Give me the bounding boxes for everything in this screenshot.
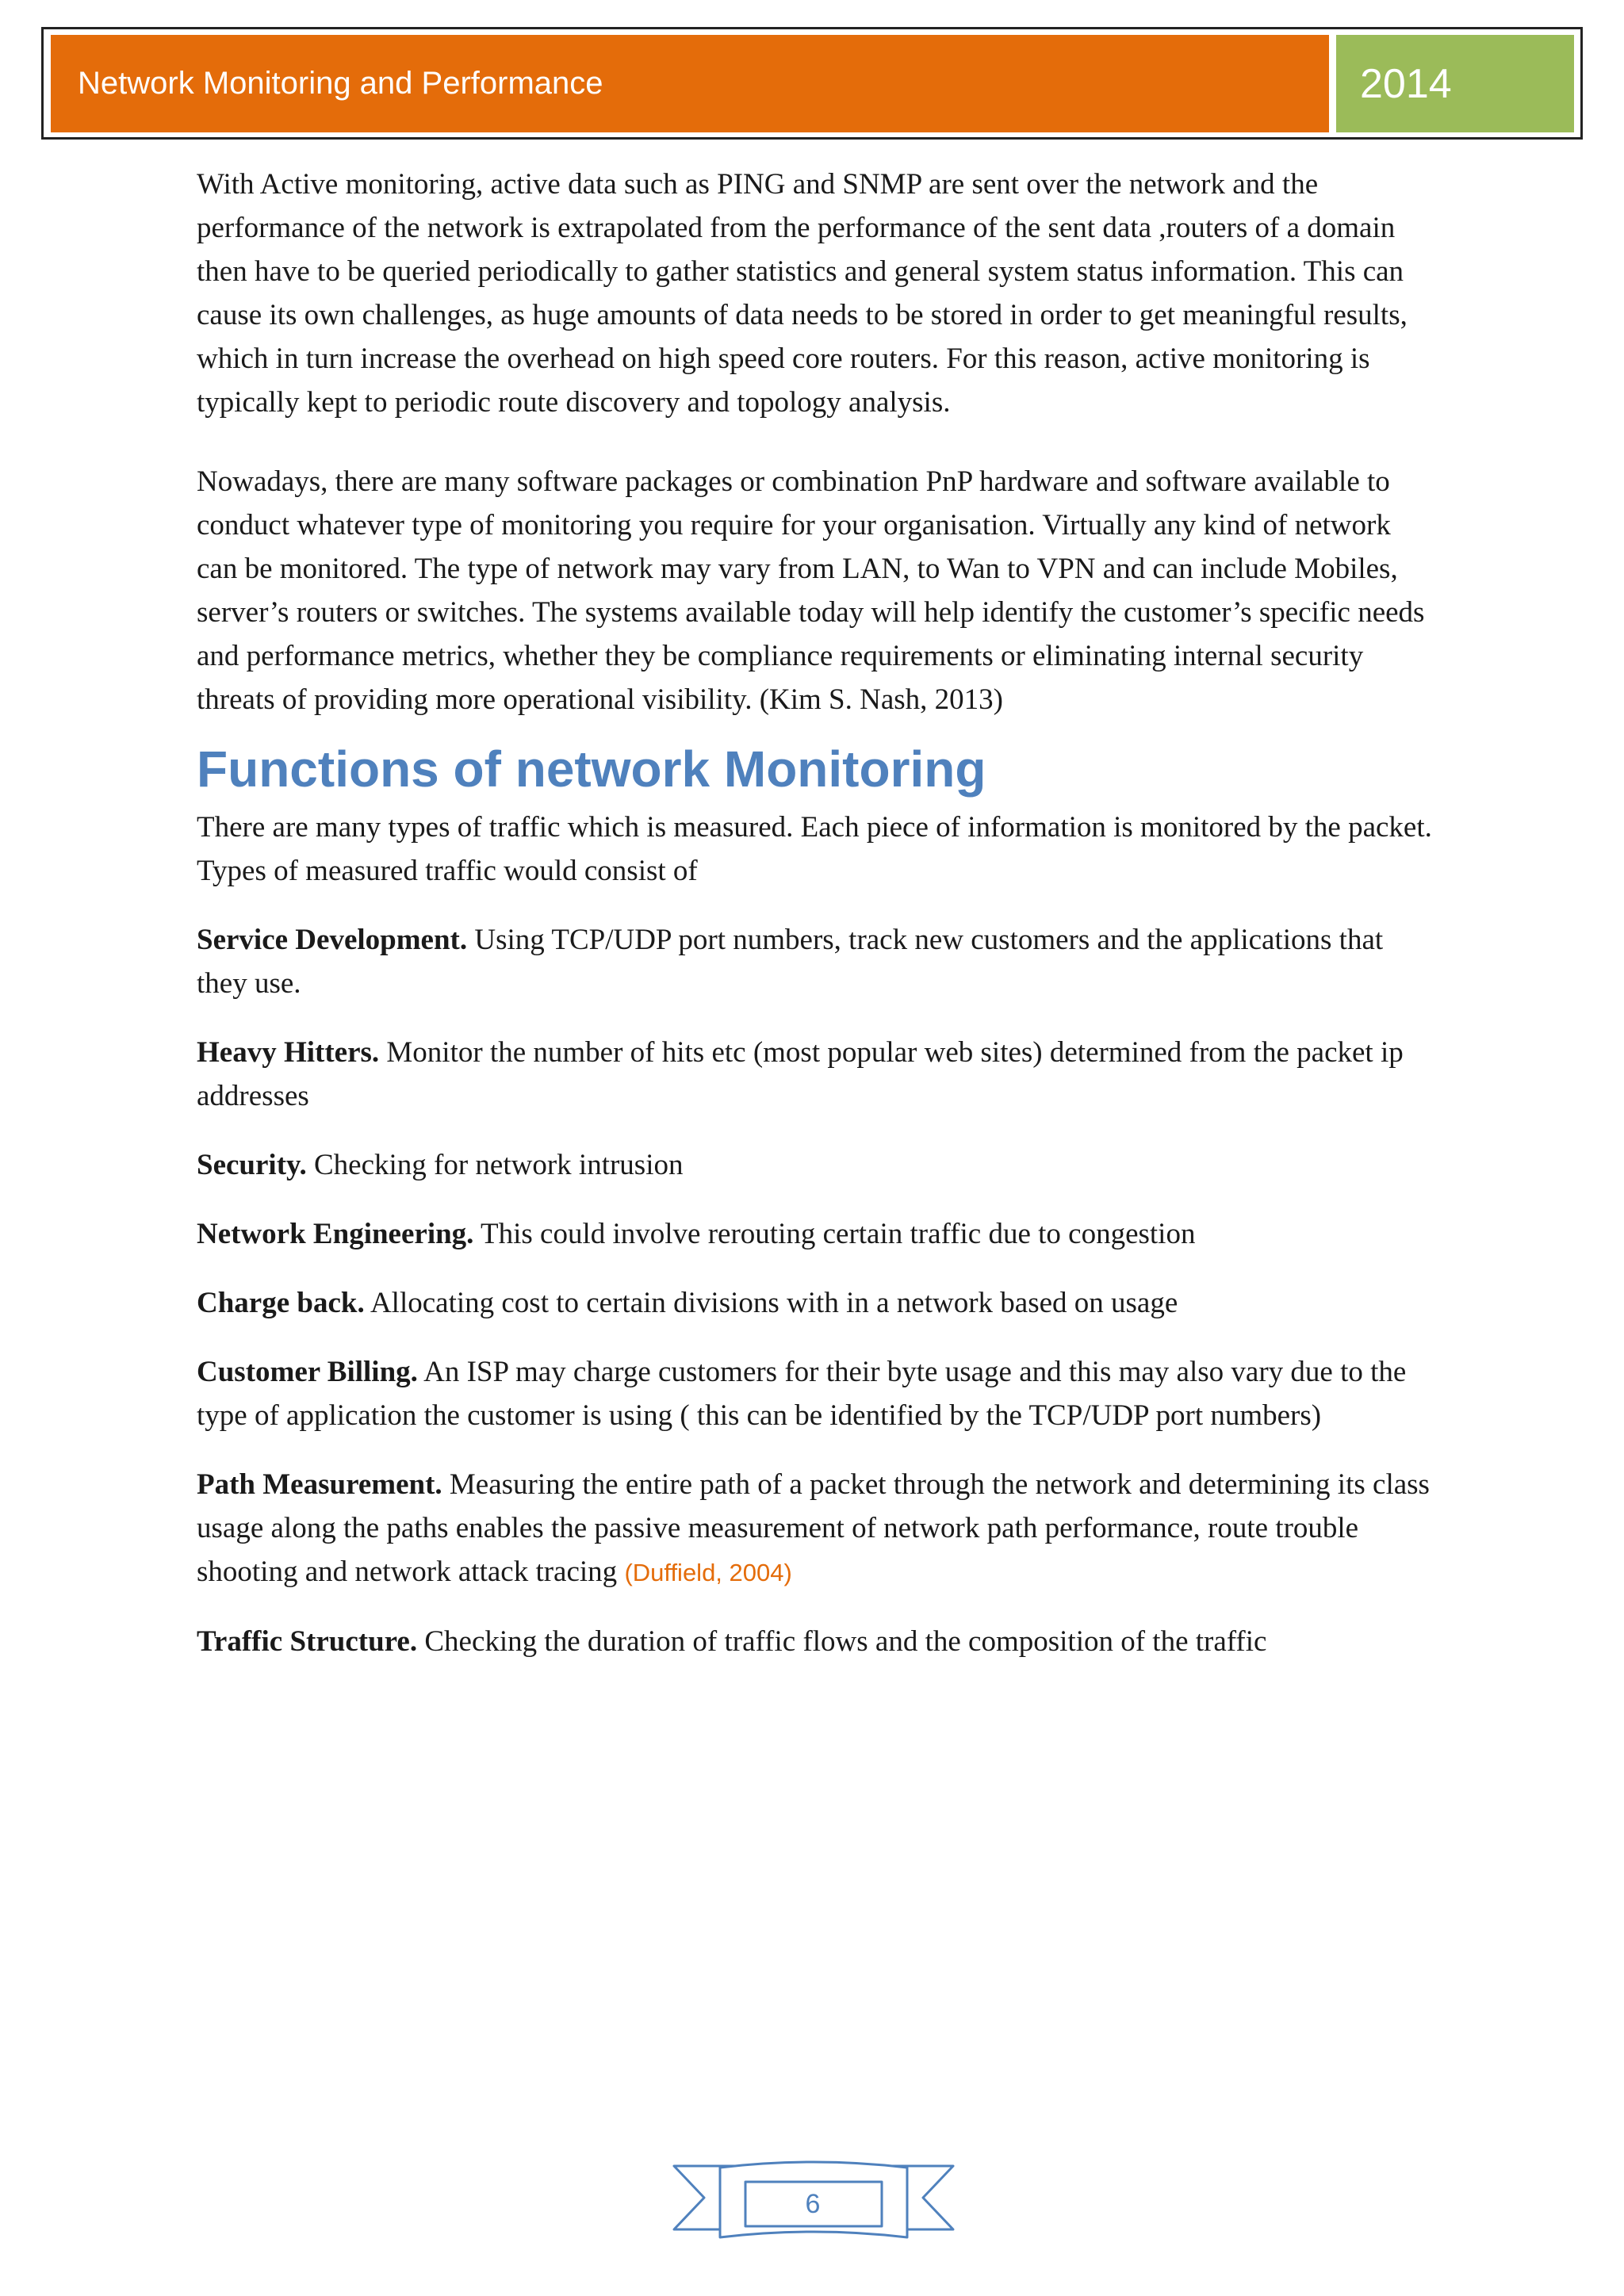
- item-term: Network Engineering.: [197, 1218, 474, 1250]
- item-text: Allocating cost to certain divisions with in a network based on usage: [364, 1287, 1178, 1319]
- list-item-traffic-structure: [197, 1620, 1434, 1663]
- item-term: Traffic Structure.: [197, 1625, 418, 1658]
- item-term: Service Development.: [197, 924, 468, 956]
- list-item-charge-back: [197, 1281, 1434, 1325]
- citation-duffield: (Duffield, 2004): [624, 1559, 792, 1586]
- item-text: Monitor the number of hits etc (most popular web sites) determined from the packet ip addresses: [197, 1036, 1404, 1112]
- header-title: Network Monitoring and Performance: [51, 35, 1329, 132]
- item-term: Charge back.: [197, 1287, 365, 1319]
- list-item-heavy-hitters: [197, 1031, 1434, 1118]
- item-text: This could involve rerouting certain traffic due to congestion: [473, 1218, 1196, 1250]
- item-text: Checking for network intrusion: [306, 1149, 684, 1181]
- page-header: [41, 27, 1583, 140]
- list-item-path-measurement: [197, 1463, 1434, 1594]
- page-number: 6: [805, 2189, 821, 2219]
- item-term: Security.: [197, 1149, 307, 1181]
- intro-paragraph: There are many types of traffic which is measured. Each piece of information is monitored by the packet. Types of measured traffic would consist of: [197, 811, 1432, 887]
- item-term: Path Measurement.: [197, 1468, 442, 1501]
- list-item-network-engineering: [197, 1212, 1434, 1256]
- paragraph-active-monitoring: With Active monitoring, active data such as PING and SNMP are sent over the network and the performance of the network is extrapolated from the performance of the sent data ,routers of a domain then have to be queried periodically to gather statistics and general system status information. This can cause its own challenges, as huge amounts of data needs to be stored in order to get meaningful results, which in turn increase the overhead on high speed core routers. For this reason, active monitoring is typically kept to periodic route discovery and topology analysis.: [197, 168, 1408, 419]
- item-text: Using TCP/UDP port numbers, track new customers and the applications that they use.: [197, 924, 1384, 1000]
- list-item-service-development: [197, 918, 1434, 1005]
- list-item-security: [197, 1143, 1434, 1187]
- item-term: Heavy Hitters.: [197, 1036, 380, 1069]
- item-text: Measuring the entire path of a packet through the network and determining its class usage along the paths enables the passive measurement of network path performance, route trouble shooting and network attack tracing: [197, 1468, 1430, 1588]
- list-item-customer-billing: [197, 1350, 1434, 1437]
- page-content: [197, 163, 1434, 1689]
- item-text: An ISP may charge customers for their byte usage and this may also vary due to the type of application the customer is using ( this can be identified by the TCP/UDP port numbers): [197, 1356, 1407, 1432]
- paragraph-software-packages: Nowadays, there are many software packages or combination PnP hardware and software available to conduct whatever type of monitoring you require for your organisation. Virtually any kind of network can be monitored. The type of network may vary from LAN, to Wan to VPN and can include Mobiles, server’s routers or switches. The systems available today will help identify the customer’s specific needs and performance metrics, whether they be compliance requirements or eliminating internal security threats of providing more operational visibility. (Kim S. Nash, 2013): [197, 465, 1425, 716]
- item-text: Checking the duration of traffic flows and the composition of the traffic: [417, 1625, 1267, 1658]
- item-term: Customer Billing.: [197, 1356, 418, 1388]
- section-heading: Functions of network Monitoring: [197, 740, 986, 798]
- header-year: 2014: [1336, 35, 1574, 132]
